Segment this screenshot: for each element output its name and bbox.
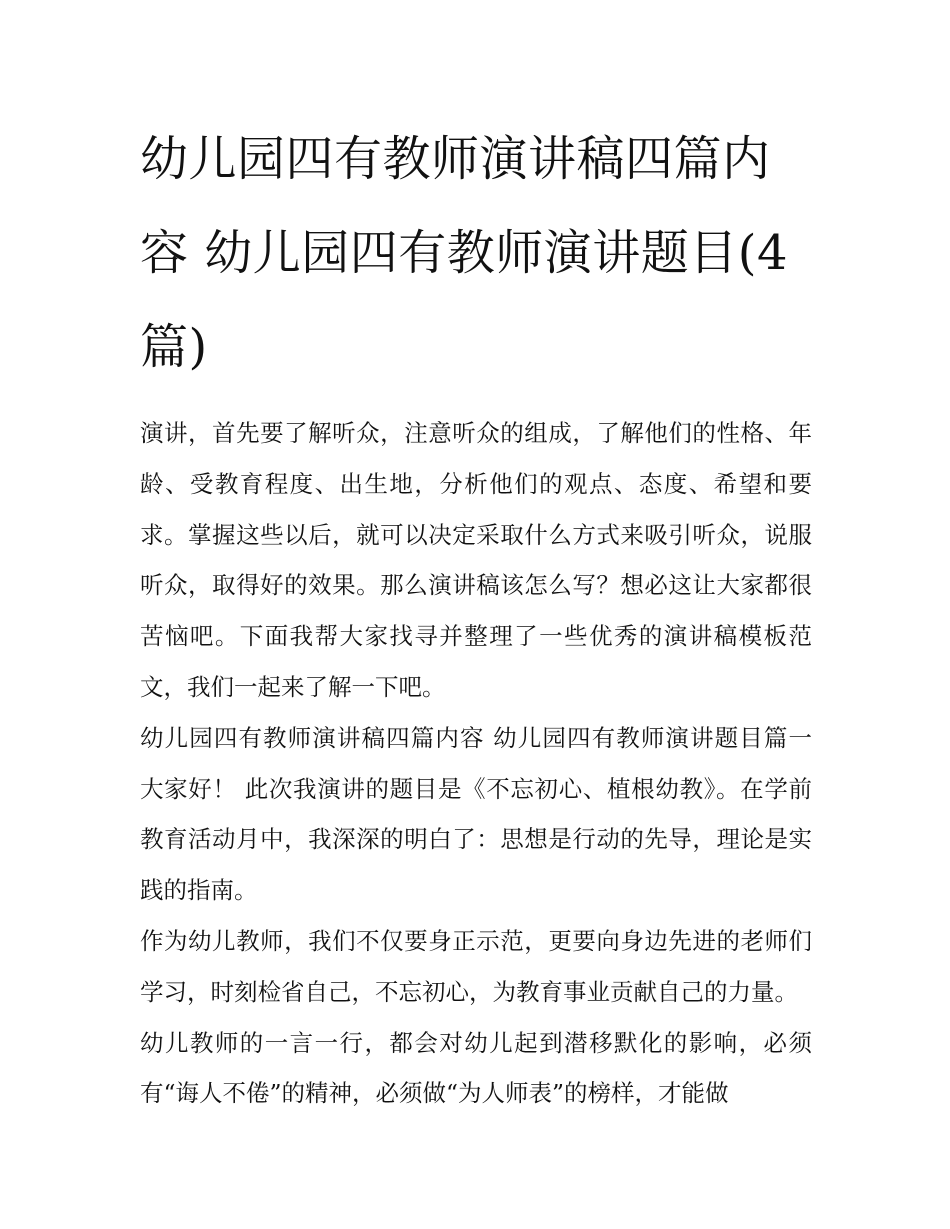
- paragraph-teacher-influence: 幼儿教师的一言一行，都会对幼儿起到潜移默化的影响，必须有“诲人不倦”的精神，必须做“为人师表”的榜样，才能做: [140, 1028, 812, 1108]
- paragraph-teacher-role: 作为幼儿教师，我们不仅要身正示范，更要向身边先进的老师们学习，时刻检省自己，不忘初心，为教育事业贡献自己的力量。: [140, 926, 812, 1006]
- paragraph-intro: 演讲，首先要了解听众，注意听众的组成，了解他们的性格、年龄、受教育程度、出生地，分析他们的观点、态度、希望和要求。掌握这些以后，就可以决定采取什么方式来吸引听众，说服听众，取得好的效果。那么演讲稿该怎么写？想必这让大家都很苦恼吧。下面我帮大家找寻并整理了一些优秀的演讲稿模板范文，我们一起来了解一下吧。: [140, 419, 812, 701]
- paragraph-speech-one: 幼儿园四有教师演讲稿四篇内容 幼儿园四有教师演讲题目篇一 大家好！ 此次我演讲的题目是《不忘初心、植根幼教》。在学前教育活动月中，我深深的明白了：思想是行动的先导，理论是实践的指南。: [140, 723, 812, 905]
- document-content: [140, 112, 812, 1119]
- document-body: [140, 408, 812, 1119]
- document-title: 幼儿园四有教师演讲稿四篇内容 幼儿园四有教师演讲题目(4篇): [140, 131, 789, 375]
